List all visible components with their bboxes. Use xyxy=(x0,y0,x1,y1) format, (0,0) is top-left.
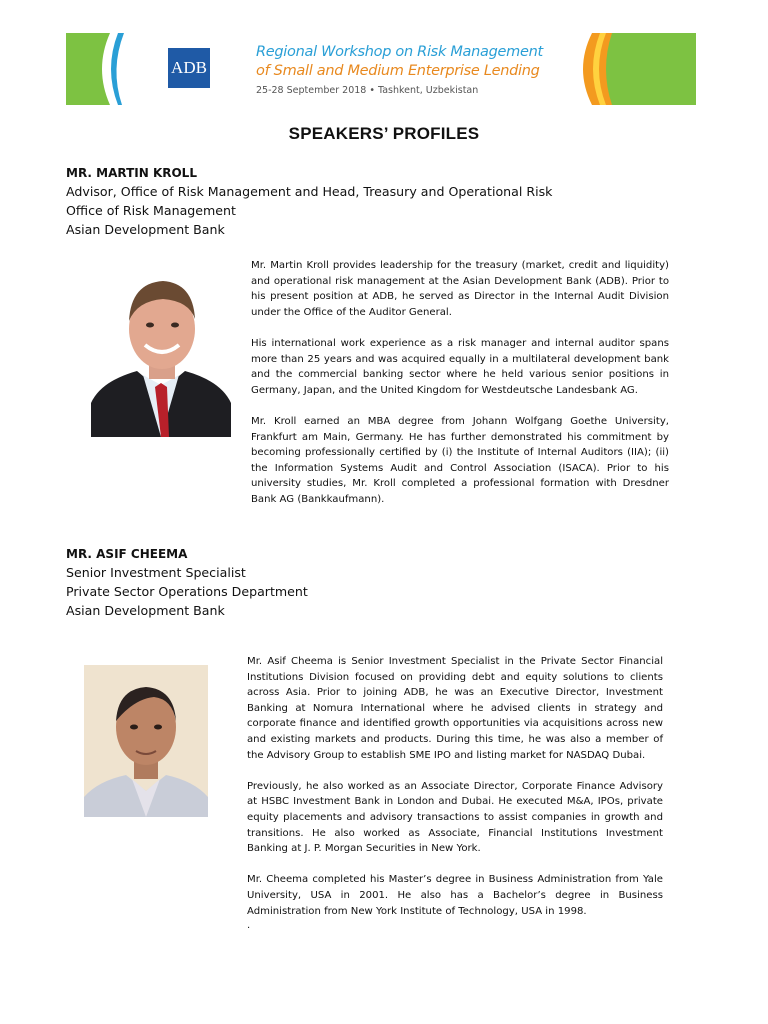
adb-logo: ADB xyxy=(168,48,210,88)
bio-paragraph: Mr. Martin Kroll provides leadership for the treasury (market, credit and liquidity) and operational risk management at the Asian Development Bank (ADB). Prior to his present position at ADB, he served as Director in the Internal Audit Division under the Office of the Auditor General. xyxy=(251,260,669,318)
bio-paragraph: His international work experience as a risk manager and internal auditor spans more than 25 years and was acquired equally in a multilateral development bank and the commercial banking sector where he held various senior positions in Germany, Japan, and the United Kingdom for Westdeutsche Landesbank AG. xyxy=(251,337,669,396)
speaker-role-line: Asian Development Bank xyxy=(66,603,225,618)
trailing-period: . xyxy=(247,920,251,931)
bio-paragraph: Mr. Asif Cheema is Senior Investment Specialist in the Private Sector Financial Institutions Division focused on providing debt and equity solutions to clients across Asia. Prior to joining ADB, he was an Executive Director, Investment Banking at Nomura International where he advised clients in strategy and corporate finance and identified growth opportunities via acquisitions across new and existing markets and products. During this time, he was also a member of the Advisory Group to establish SME IPO and listing market for NASDAQ Dubai. xyxy=(247,656,663,761)
banner-title-line1: Regional Workshop on Risk Management xyxy=(256,44,543,60)
event-banner xyxy=(66,33,696,105)
banner-right-decoration xyxy=(576,33,696,105)
banner-left-decoration xyxy=(66,33,134,105)
speaker-role-line: Private Sector Operations Department xyxy=(66,584,308,599)
speaker-role-line: Advisor, Office of Risk Management and Head, Treasury and Operational Risk xyxy=(66,184,553,199)
speaker-role-line: Senior Investment Specialist xyxy=(66,565,246,580)
speaker-photo-kroll xyxy=(91,263,231,437)
speaker-role-line: Office of Risk Management xyxy=(66,203,236,218)
bio-paragraph: Mr. Cheema completed his Master’s degree in Business Administration from Yale University, USA in 2001. He also has a Bachelor’s degree in Business Administration from New York Institute of Technology, USA in 1998. xyxy=(247,874,663,917)
speaker-bio xyxy=(251,258,669,523)
speaker-role-line: Asian Development Bank xyxy=(66,222,225,237)
speaker-name: MR. ASIF CHEEMA xyxy=(66,547,188,561)
speaker-name: MR. MARTIN KROLL xyxy=(66,166,197,180)
speaker-photo-cheema xyxy=(84,665,208,817)
bio-paragraph: Mr. Kroll earned an MBA degree from Johann Wolfgang Goethe University, Frankfurt am Main, Germany. He has further demonstrated his commitment by becoming professionally certified by (i) the Institute of Internal Auditors (IIA); (ii) the Information Systems Audit and Control Association (ISACA). Prior to his university studies, Mr. Kroll completed a professional formation with Dresdner Bank AG (Bankkaufmann). xyxy=(251,415,669,505)
bio-paragraph: Previously, he also worked as an Associate Director, Corporate Finance Advisory at HSBC Investment Bank in London and Dubai. He executed M&A, IPOs, private equity placements and advisory transactions to assist companies in growth and transitions. He also worked as Associate, Financial Institutions Investment Banking at J. P. Morgan Securities in New York. xyxy=(247,780,663,855)
page-title: SPEAKERS’ PROFILES xyxy=(288,124,480,143)
speaker-bio xyxy=(247,654,663,935)
banner-date: 25-28 September 2018 • Tashkent, Uzbekistan xyxy=(256,85,479,96)
banner-title-line2: of Small and Medium Enterprise Lending xyxy=(256,63,540,79)
